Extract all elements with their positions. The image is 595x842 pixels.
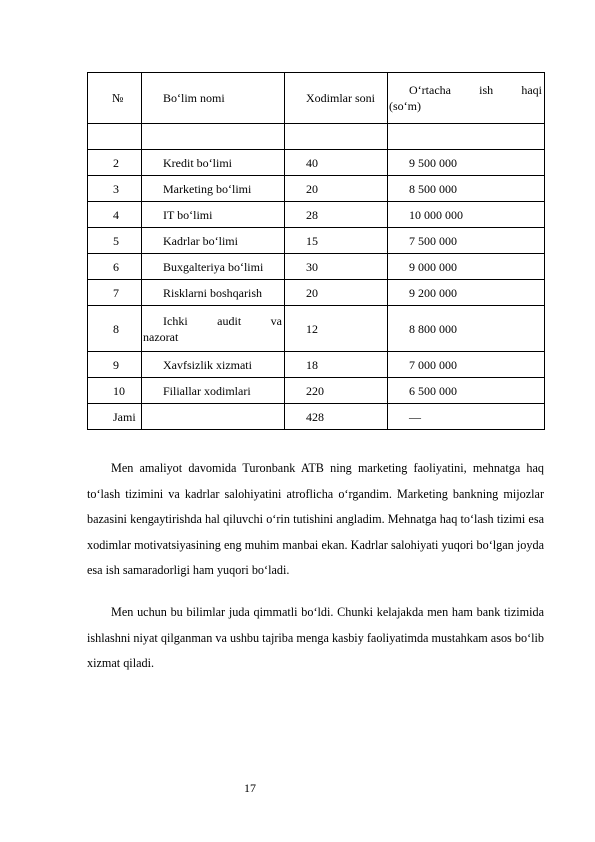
department-name: Filiallar xodimlari: [142, 378, 285, 404]
header-employee-count: Xodimlar soni: [285, 73, 388, 124]
row-number: 10: [88, 378, 142, 404]
department-name: Buxgalteriya bo‘limi: [142, 254, 285, 280]
total-row: [88, 404, 545, 430]
average-salary: 9 000 000: [388, 254, 545, 280]
table-row: [88, 202, 545, 228]
row-number: 7: [88, 280, 142, 306]
page-number: 17: [244, 781, 256, 795]
average-salary: 7 500 000: [388, 228, 545, 254]
conclusion-paragraph-1: Men amaliyot davomida Turonbank ATB ning marketing faoliyatini, mehnatga haq to‘lash tizimini va kadrlar salohiyatini atroflicha o‘rgandim. Marketing bankning mijozlar bazasini kengaytirishda hal qiluvchi o‘rin tutishini angladim. Mehnatga haq to‘lash tizimi esa xodimlar motivatsiyasining eng muhim manbai ekan. Kadrlar salohiyati yuqori bo‘lgan joyda esa ish samaradorligi ham yuqori bo‘ladi.: [87, 461, 544, 577]
table-row: [88, 228, 545, 254]
total-salary: —: [388, 404, 545, 430]
row-number: 6: [88, 254, 142, 280]
employee-count: 20: [285, 280, 388, 306]
total-label: Jami: [88, 404, 142, 430]
table-row: [88, 378, 545, 404]
department-name: IT bo‘limi: [142, 202, 285, 228]
header-department-name: Bo‘lim nomi: [142, 73, 285, 124]
table-row: [88, 150, 545, 176]
table-header-row: [88, 73, 545, 124]
average-salary: 8 500 000: [388, 176, 545, 202]
table-row: [88, 176, 545, 202]
average-salary: 9 200 000: [388, 280, 545, 306]
row-number: 4: [88, 202, 142, 228]
header-number: №: [88, 73, 142, 124]
average-salary: 9 500 000: [388, 150, 545, 176]
row-number: 9: [88, 352, 142, 378]
row-number: 8: [88, 306, 142, 352]
average-salary: 10 000 000: [388, 202, 545, 228]
average-salary: 6 500 000: [388, 378, 545, 404]
table-row: [88, 280, 545, 306]
header-average-salary: O‘rtacha ish haqi (so‘m): [388, 73, 545, 124]
row-number: 5: [88, 228, 142, 254]
employee-count: 30: [285, 254, 388, 280]
row-number: 2: [88, 150, 142, 176]
employee-count: 20: [285, 176, 388, 202]
employee-count: 18: [285, 352, 388, 378]
table-row: [88, 352, 545, 378]
department-name: Xavfsizlik xizmati: [142, 352, 285, 378]
employee-count: 15: [285, 228, 388, 254]
department-name: Ichki audit va nazorat: [142, 306, 285, 352]
employee-count: 220: [285, 378, 388, 404]
conclusion-paragraph-2: Men uchun bu bilimlar juda qimmatli bo‘ldi. Chunki kelajakda men ham bank tizimida ishlashni niyat qilganman va ushbu tajriba menga kasbiy faoliyatimda mustahkam asos bo‘lib xizmat qiladi.: [87, 605, 544, 670]
empty-row: [88, 124, 545, 150]
table-row: [88, 306, 545, 352]
average-salary: 7 000 000: [388, 352, 545, 378]
department-name: Kredit bo‘limi: [142, 150, 285, 176]
department-name: Marketing bo‘limi: [142, 176, 285, 202]
employee-count: 12: [285, 306, 388, 352]
department-name: Risklarni boshqarish: [142, 280, 285, 306]
department-name: Kadrlar bo‘limi: [142, 228, 285, 254]
row-number: 3: [88, 176, 142, 202]
table-row: [88, 254, 545, 280]
employee-count: 28: [285, 202, 388, 228]
average-salary: 8 800 000: [388, 306, 545, 352]
department-salary-table: [87, 72, 545, 430]
employee-count: 40: [285, 150, 388, 176]
total-employee-count: 428: [285, 404, 388, 430]
